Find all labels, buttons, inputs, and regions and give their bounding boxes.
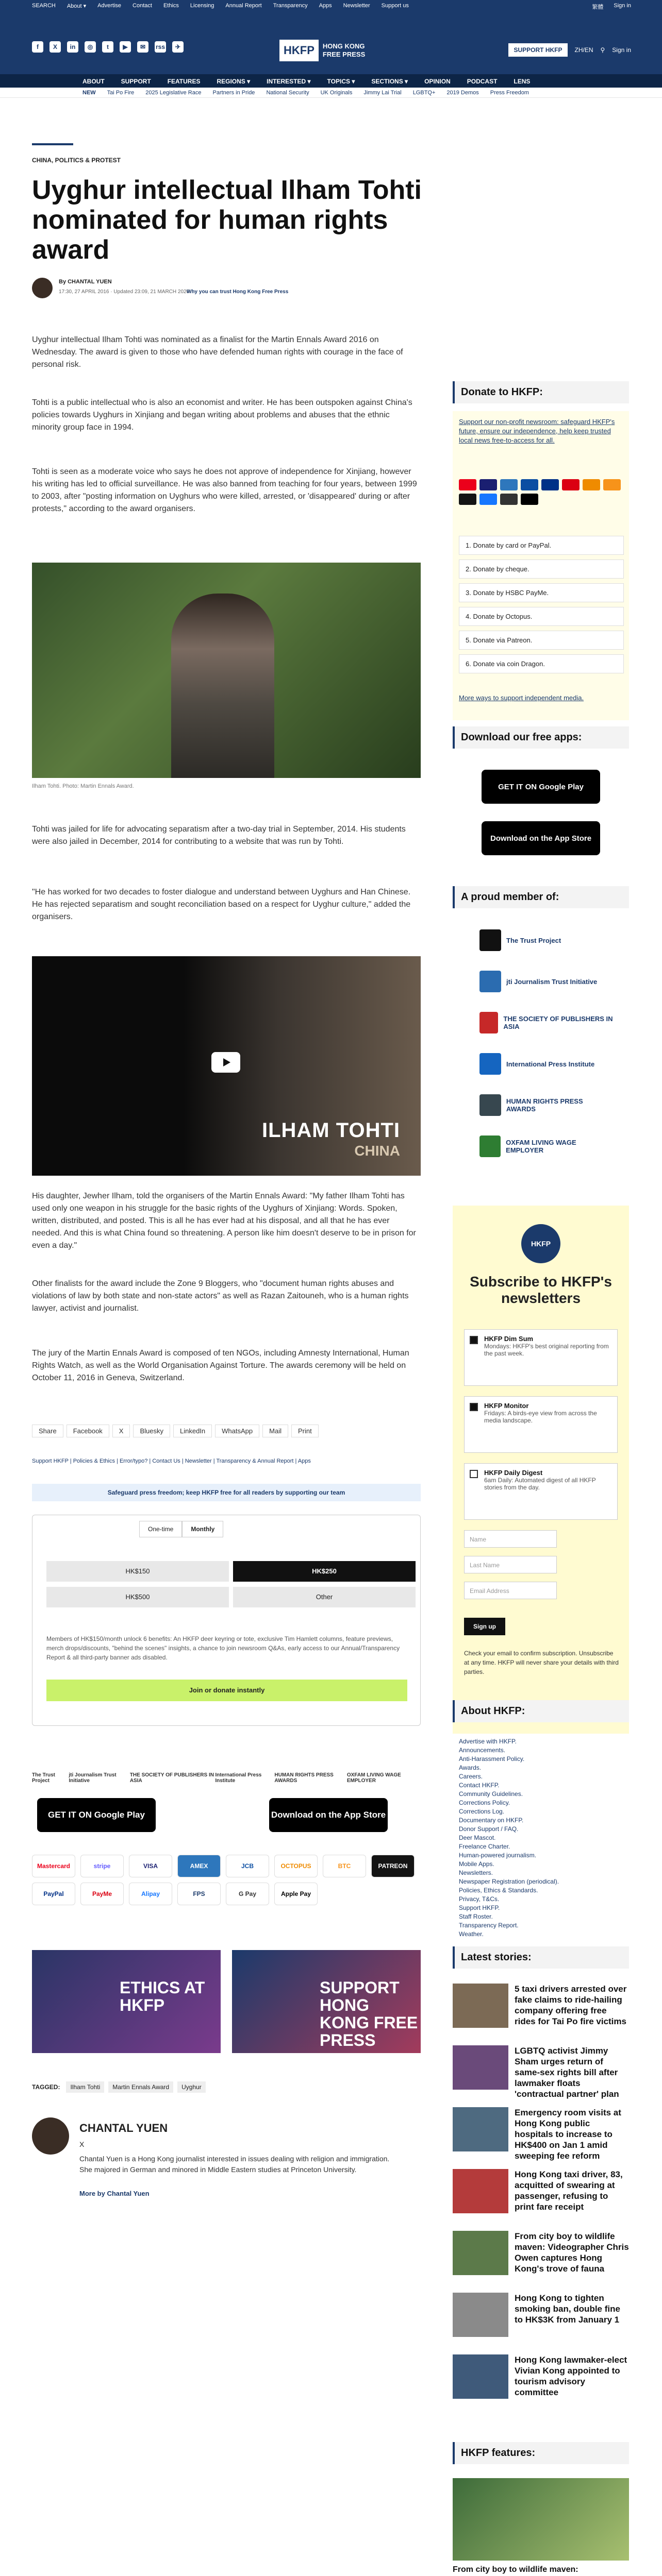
story-thumbnail[interactable] xyxy=(453,2169,508,2213)
instagram-icon[interactable]: ◎ xyxy=(85,41,96,53)
story-thumbnail[interactable] xyxy=(453,2045,508,2090)
newsletter-option[interactable] xyxy=(464,1463,618,1520)
google-play-badge[interactable]: GET IT ON Google Play xyxy=(482,770,600,804)
donate-option[interactable]: 6. Donate via coin Dragon. xyxy=(459,654,624,673)
ipi-logo[interactable]: International Press Institute xyxy=(215,1772,262,1784)
member-name: International Press Institute xyxy=(506,1060,595,1068)
hkfp-logo: HKFP xyxy=(521,1224,560,1263)
bitcoin-icon: BTC xyxy=(323,1855,366,1877)
about-link[interactable]: Support HKFP. xyxy=(459,1904,500,1911)
mastercard-icon: Mastercard xyxy=(32,1855,75,1877)
article-meta xyxy=(32,276,421,302)
video-title: ILHAM TOHTI xyxy=(261,1119,400,1142)
story-thumbnail[interactable] xyxy=(453,2293,508,2337)
utility-advertise[interactable]: Advertise xyxy=(97,3,122,9)
utility-about[interactable]: About ▾ xyxy=(67,3,87,9)
about-link[interactable]: Anti-Harassment Policy. xyxy=(459,1755,525,1762)
mail-icon[interactable]: ✉ xyxy=(137,41,148,53)
google-pay-icon: G Pay xyxy=(226,1883,269,1905)
octopus-icon: OCTOPUS xyxy=(274,1855,318,1877)
rss-icon[interactable]: rss xyxy=(155,41,166,53)
about-link[interactable]: Corrections Log. xyxy=(459,1808,505,1815)
paragraph: Tohti is seen as a moderate voice who says he does not approve of independence for Xinjiang, however his writing has led to official surveillance. He was also banned from teaching for four years, between 1999 to 2003, after "posting information on Uyghurs who were killed, arrested, or 'disappeared' during or after protests," according to the award organisers. xyxy=(32,467,417,513)
publish-date: 17:30, 27 APRIL 2016 · Updated 23:09, 21 MARCH 2020 xyxy=(59,289,190,295)
author-avatar[interactable] xyxy=(32,278,53,298)
mastercard-icon xyxy=(459,479,476,490)
logo-text: HONG KONG FREE PRESS xyxy=(322,42,366,58)
story-title[interactable]: LGBTQ activist Jimmy Sham urges return of same-sex rights bill after lawmaker floats 'contractual partner' plan xyxy=(515,2046,619,2099)
about-link[interactable]: Privacy, T&Cs. xyxy=(459,1895,500,1903)
newsletter-desc: 6am Daily: Automated digest of all HKFP stories from the day. xyxy=(484,1477,596,1491)
sopa-logo[interactable] xyxy=(479,1010,614,1036)
facebook-icon[interactable]: f xyxy=(32,41,43,53)
google-pay-icon xyxy=(500,494,518,505)
share-x[interactable]: X xyxy=(112,1425,130,1437)
support-hkfp-button[interactable]: SUPPORT HKFP xyxy=(508,43,567,57)
newsletter-option[interactable] xyxy=(464,1329,618,1386)
linkedin-icon[interactable]: in xyxy=(67,41,78,53)
ipi-logo[interactable] xyxy=(479,1051,614,1077)
about-link[interactable]: Staff Roster. xyxy=(459,1913,493,1920)
article-category[interactable]: CHINA, POLITICS & PROTEST xyxy=(32,157,121,164)
visa-icon xyxy=(479,479,497,490)
trending-item[interactable]: 2019 Demos xyxy=(446,90,479,96)
share-mail[interactable]: Mail xyxy=(262,1425,288,1437)
video-subtitle: CHINA xyxy=(354,1143,400,1159)
feature-title[interactable]: From city boy to wildlife maven: xyxy=(453,2565,578,2574)
checkbox[interactable] xyxy=(470,1470,478,1478)
ipi-mark xyxy=(479,1053,501,1075)
amount-option-other[interactable]: Other xyxy=(233,1587,416,1607)
author-bio: Chantal Yuen is a Hong Kong journalist interested in issues dealing with religion and immigration. She majored in German and minored in Middle Eastern studies at Princeton University. xyxy=(79,2155,390,2174)
author-box xyxy=(32,2117,421,2231)
utility-apps[interactable]: Apps xyxy=(319,3,332,9)
donate-option[interactable]: 2. Donate by cheque. xyxy=(459,560,624,579)
tag-list xyxy=(32,2081,206,2093)
donate-option[interactable]: 5. Donate via Patreon. xyxy=(459,631,624,650)
x-icon[interactable]: X xyxy=(49,41,61,53)
paragraph: Uyghur intellectual Ilham Tohti was nominated as a finalist for the Martin Ennals Award 2016 on Wednesday. The award is given to those who have defended human rights with courage in the face of personal risk. xyxy=(32,335,403,369)
last-name-input[interactable]: Last Name xyxy=(464,1556,557,1573)
article-title: Uyghur intellectual Ilham Tohti nominated for human rights award xyxy=(32,175,422,265)
story-title[interactable]: Emergency room visits at Hong Kong public hospitals to increase to HK$400 on Jan 1 amid sweeping fee reform xyxy=(515,2108,621,2161)
utility-annual-report[interactable]: Annual Report xyxy=(225,3,262,9)
hrpa-logo[interactable] xyxy=(479,1092,614,1118)
jti-logo[interactable]: jti Journalism Trust Initiative xyxy=(69,1772,117,1784)
promo-text: ETHICS AT HKFP xyxy=(120,1978,205,2014)
newsletter-name: HKFP Daily Digest xyxy=(484,1469,543,1477)
about-link[interactable]: Human-powered journalism. xyxy=(459,1852,537,1859)
app-store-badge[interactable]: Download on the App Store xyxy=(269,1798,388,1832)
embedded-video[interactable] xyxy=(32,956,421,1176)
frequency-one-time[interactable]: One-time xyxy=(139,1521,182,1537)
more-by-author-link[interactable]: More by Chantal Yuen xyxy=(79,2190,150,2197)
donate-option[interactable]: 1. Donate by card or PayPal. xyxy=(459,536,624,555)
ethics-promo[interactable] xyxy=(32,1950,221,2053)
paragraph: Other finalists for the award include the Zone 9 Bloggers, who "document human rights abuses and violations of law by both state and non-state actors" as well as Razan Zaitouneh, who is a human rights lawyer, activist and journalist. xyxy=(32,1279,409,1313)
trending-item[interactable]: Jimmy Lai Trial xyxy=(363,90,402,96)
story-thumbnail[interactable] xyxy=(453,2231,508,2275)
latest-story[interactable] xyxy=(453,2169,629,2226)
member-name: OXFAM LIVING WAGE EMPLOYER xyxy=(506,1139,576,1154)
trending-nav xyxy=(0,88,662,98)
byline[interactable]: By CHANTAL YUEN xyxy=(59,279,112,285)
author-name[interactable]: CHANTAL YUEN xyxy=(79,2122,168,2134)
utility-contact[interactable]: Contact xyxy=(133,3,152,9)
newsletter-desc: Fridays: A birds-eye view from across the media landscape. xyxy=(484,1410,597,1424)
about-link[interactable]: Mobile Apps. xyxy=(459,1860,494,1868)
nav-opinion[interactable]: OPINION xyxy=(424,78,451,85)
oxfam-logo[interactable]: OXFAM LIVING WAGE EMPLOYER xyxy=(346,1772,401,1784)
utility-bar xyxy=(0,0,662,11)
latest-story[interactable] xyxy=(453,1984,629,2040)
support-promo[interactable] xyxy=(232,1950,421,2053)
utility-ethics[interactable]: Ethics xyxy=(163,3,179,9)
payme-icon xyxy=(562,479,580,490)
nav-podcast[interactable]: PODCAST xyxy=(467,78,498,85)
article-photo xyxy=(32,563,421,778)
about-link[interactable]: Weather. xyxy=(459,1930,484,1938)
donate-intro[interactable]: Support our non-profit newsroom: safeguard HKFP's future, ensure our independence, help keep trusted local news free-to-access for all. xyxy=(459,418,615,444)
fps-icon: FPS xyxy=(177,1883,221,1905)
about-link[interactable]: Newspaper Registration (periodical). xyxy=(459,1878,559,1885)
paragraph: "He has worked for two decades to foster dialogue and understand between Uyghurs and Han Chinese. He has rejected separatism and sought reconciliation based on a respect for Uyghur culture," added the organisers. xyxy=(32,888,411,921)
more-ways-link[interactable]: More ways to support independent media. xyxy=(459,694,584,702)
paragraph: The jury of the Martin Ennals Award is composed of ten NGOs, including Amnesty International, Human Rights Watch, as well as the World Organisation Against Torture. The awards ceremony will be held on October 11, 2016 in Geneva, Switzerland. xyxy=(32,1349,409,1382)
newsletter-option[interactable] xyxy=(464,1396,618,1453)
alipay-icon: Alipay xyxy=(129,1883,172,1905)
about-list xyxy=(459,1737,624,1939)
about-link[interactable]: Deer Mascot. xyxy=(459,1834,496,1841)
jti-mark xyxy=(479,971,501,992)
about-link[interactable]: Corrections Policy. xyxy=(459,1799,510,1806)
oxfam-logo[interactable] xyxy=(479,1133,614,1159)
amount-option-selected[interactable]: HK$250 xyxy=(233,1561,416,1582)
hrpa-logo[interactable]: HUMAN RIGHTS PRESS AWARDS xyxy=(274,1772,334,1784)
story-title[interactable]: Hong Kong to tighten smoking ban, double fine to HK$3K from January 1 xyxy=(515,2293,620,2325)
share-label: Share xyxy=(32,1425,63,1437)
sopa-mark xyxy=(479,1012,498,1033)
paypal-icon xyxy=(541,479,559,490)
about-link[interactable]: Policies, Ethics & Standards. xyxy=(459,1887,538,1894)
latest-story[interactable] xyxy=(453,2107,629,2164)
hrpa-mark xyxy=(479,1094,501,1116)
paragraph: Tohti is a public intellectual who is also an economist and writer. He has been outspoken against China's policies towards Uyghurs in Xinjiang and began writing about problems and abuses that the ethnic minority group face in 1994. xyxy=(32,398,412,432)
utility-licensing[interactable]: Licensing xyxy=(190,3,214,9)
youtube-icon[interactable]: ▶ xyxy=(120,41,131,53)
latest-story[interactable] xyxy=(453,2045,629,2102)
nav-about[interactable]: ABOUT xyxy=(82,78,105,85)
latest-heading: Latest stories: xyxy=(453,1946,629,1969)
safeguard-banner[interactable]: Safeguard press freedom; keep HKFP free for all readers by supporting our team xyxy=(32,1484,421,1501)
feature-image[interactable] xyxy=(453,2478,629,2561)
features-heading: HKFP features: xyxy=(453,2442,629,2464)
trust-project-logo[interactable]: The Trust Project xyxy=(32,1772,56,1784)
language-toggle[interactable]: ZH/EN xyxy=(574,46,593,54)
author-avatar[interactable] xyxy=(32,2117,69,2155)
amex-icon xyxy=(500,479,518,490)
app-store-badge[interactable]: Download on the App Store xyxy=(482,821,600,855)
story-thumbnail[interactable] xyxy=(453,1984,508,2028)
logo-mark: HKFP xyxy=(279,40,319,61)
apps-heading: Download our free apps: xyxy=(453,726,629,749)
app-store-badges xyxy=(32,1798,421,1834)
about-link[interactable]: Advertise with HKFP. xyxy=(459,1738,517,1745)
tag[interactable]: Martin Ennals Award xyxy=(108,2081,173,2093)
newsletter-title: Subscribe to HKFP's newsletters xyxy=(470,1274,612,1306)
about-link[interactable]: Transparency Report. xyxy=(459,1922,519,1929)
about-link[interactable]: Newsletters. xyxy=(459,1869,493,1876)
utility-search[interactable]: SEARCH xyxy=(32,3,56,9)
nav-features[interactable]: FEATURES xyxy=(167,78,201,85)
utility-signin[interactable]: Sign in xyxy=(614,3,631,9)
trust-project-logo[interactable] xyxy=(479,927,614,953)
jti-logo[interactable] xyxy=(479,969,614,994)
member-name: jti Journalism Trust Initiative xyxy=(506,977,598,986)
join-donate-button[interactable]: Join or donate instantly xyxy=(46,1680,407,1701)
jcb-icon: JCB xyxy=(226,1855,269,1877)
amount-option[interactable]: HK$150 xyxy=(46,1561,229,1582)
paragraph: His daughter, Jewher Ilham, told the organisers of the Martin Ennals Award: "My father Ilham Tohti has used only one weapon in his struggle for the basic rights of the Uyghurs of Xinjiang: Words. Spoken, written, distributed, and posted. This is all he has ever had at his disposal, and all that he has ever needed. And this is what China found so threatening. A person like him doesn't deserve to be in prison for even a day." xyxy=(32,1192,416,1250)
utility-newsletter[interactable]: Newsletter xyxy=(343,3,370,9)
payme-icon: PayMe xyxy=(80,1883,124,1905)
story-title[interactable]: Hong Kong taxi driver, 83, acquitted of swearing at passenger, refusing to print fare receipt xyxy=(515,2170,623,2212)
patreon-icon xyxy=(459,494,476,505)
telegram-icon[interactable]: ✈ xyxy=(172,41,184,53)
threads-icon[interactable]: t xyxy=(102,41,113,53)
visa-icon: VISA xyxy=(129,1855,172,1877)
tag[interactable]: Uyghur xyxy=(177,2081,206,2093)
photo-caption: Ilham Tohti. Photo: Martin Ennals Award. xyxy=(32,783,134,789)
about-link[interactable]: Careers. xyxy=(459,1773,483,1780)
amount-option[interactable]: HK$500 xyxy=(46,1587,229,1607)
google-play-badge[interactable]: GET IT ON Google Play xyxy=(37,1798,156,1832)
apple-pay-icon: Apple Pay xyxy=(274,1883,318,1905)
tagged-label: TAGGED: xyxy=(32,2083,60,2091)
stripe-icon: stripe xyxy=(80,1855,124,1877)
share-whatsapp[interactable]: WhatsApp xyxy=(215,1425,259,1437)
checkbox-checked[interactable] xyxy=(470,1403,478,1411)
frequency-monthly[interactable]: Monthly xyxy=(182,1521,223,1537)
donate-option[interactable]: 3. Donate by HSBC PayMe. xyxy=(459,583,624,602)
alipay-icon xyxy=(479,494,497,505)
sopa-logo[interactable]: THE SOCIETY OF PUBLISHERS IN ASIA xyxy=(129,1772,214,1784)
amex-icon: AMEX xyxy=(177,1855,221,1877)
patreon-icon: PATREON xyxy=(371,1855,415,1877)
story-title[interactable]: From city boy to wildlife maven: Videographer Chris Owen captures Hong Kong's trove of fauna xyxy=(515,2231,629,2274)
utility-support[interactable]: Support us xyxy=(381,3,409,9)
paypal-icon: PayPal xyxy=(32,1883,75,1905)
utility-language[interactable]: 繁體 xyxy=(592,4,604,10)
latest-story[interactable] xyxy=(453,2354,629,2411)
paragraph: Tohti was jailed for life for advocating separatism after a two-day trial in September, 2014. His students were also jailed in December, 2014 for contributing to a website that was run by Tohti. xyxy=(32,825,406,846)
signup-button[interactable]: Sign up xyxy=(464,1618,505,1635)
x-icon[interactable]: X xyxy=(79,2140,85,2148)
newsletter-name: HKFP Monitor xyxy=(484,1402,529,1410)
trending-item[interactable]: Press Freedom xyxy=(490,90,529,96)
trending-item[interactable]: Tai Po Fire xyxy=(107,90,135,96)
first-name-input[interactable]: Name xyxy=(464,1530,557,1548)
main-nav xyxy=(0,74,662,88)
about-link[interactable]: Contact HKFP. xyxy=(459,1782,500,1789)
nav-regions[interactable]: REGIONS ▾ xyxy=(217,78,251,85)
trending-item[interactable]: Partners in Pride xyxy=(212,90,255,96)
nav-topics[interactable]: TOPICS ▾ xyxy=(327,78,355,85)
portrait-figure xyxy=(171,594,274,778)
support-links[interactable]: Support HKFP | Policies & Ethics | Error/typo? | Contact Us | Newsletter | Transparency & Annual Report | Apps xyxy=(32,1458,311,1464)
email-input[interactable]: Email Address xyxy=(464,1582,557,1599)
partner-logos xyxy=(32,1772,421,1784)
play-icon[interactable] xyxy=(211,1052,240,1073)
trending-item[interactable]: UK Originals xyxy=(320,90,353,96)
share-print[interactable]: Print xyxy=(291,1425,319,1437)
latest-story[interactable] xyxy=(453,2231,629,2287)
share-bar xyxy=(32,1425,322,1437)
donate-option[interactable]: 4. Donate by Octopus. xyxy=(459,607,624,626)
search-icon[interactable]: ⚲ xyxy=(600,46,605,54)
donate-payment-icons xyxy=(459,479,624,505)
new-badge: NEW xyxy=(82,90,96,96)
trending-item[interactable]: LGBTQ+ xyxy=(412,90,436,96)
newsletter-name: HKFP Dim Sum xyxy=(484,1335,534,1343)
promo-text: SUPPORT HONG KONG FREE PRESS xyxy=(320,1978,418,2049)
trust-project-mark xyxy=(479,929,501,951)
story-thumbnail[interactable] xyxy=(453,2107,508,2151)
newsletter-desc: Mondays: HKFP's best original reporting from the past week. xyxy=(484,1343,609,1357)
apple-pay-icon xyxy=(521,494,538,505)
nav-sections[interactable]: SECTIONS ▾ xyxy=(371,78,408,85)
jcb-icon xyxy=(521,479,538,490)
trust-link[interactable]: Why you can trust Hong Kong Free Press xyxy=(187,289,289,295)
about-link[interactable]: Freelance Charter. xyxy=(459,1843,510,1850)
site-logo[interactable] xyxy=(279,38,383,63)
about-link[interactable]: Documentary on HKFP. xyxy=(459,1817,524,1824)
nav-lens[interactable]: LENS xyxy=(514,78,531,85)
nav-support[interactable]: SUPPORT xyxy=(121,78,151,85)
newsletter-notice: Check your email to confirm subscription. Unsubscribe at any time. HKFP will never share your details with third parties. xyxy=(464,1650,619,1675)
oxfam-mark xyxy=(479,1136,501,1157)
story-title[interactable]: Hong Kong lawmaker-elect Vivian Kong appointed to tourism advisory committee xyxy=(515,2355,627,2397)
about-heading: About HKFP: xyxy=(453,1700,629,1722)
about-link[interactable]: Donor Support / FAQ. xyxy=(459,1825,519,1833)
donate-heading: Donate to HKFP: xyxy=(453,381,629,403)
bitcoin-icon xyxy=(603,479,621,490)
trending-item[interactable]: 2025 Legislative Race xyxy=(145,90,202,96)
trending-item[interactable]: National Security xyxy=(266,90,309,96)
share-facebook[interactable]: Facebook xyxy=(67,1425,109,1437)
member-heading: A proud member of: xyxy=(453,886,629,908)
social-links xyxy=(32,41,184,53)
title-rule xyxy=(32,143,73,145)
member-name: HUMAN RIGHTS PRESS AWARDS xyxy=(506,1097,583,1113)
share-linkedin[interactable]: LinkedIn xyxy=(173,1425,212,1437)
member-name: The Trust Project xyxy=(506,936,561,944)
utility-transparency[interactable]: Transparency xyxy=(273,3,308,9)
share-bluesky[interactable]: Bluesky xyxy=(133,1425,170,1437)
payment-methods xyxy=(32,1855,421,1905)
story-thumbnail[interactable] xyxy=(453,2354,508,2399)
about-link[interactable]: Community Guidelines. xyxy=(459,1790,523,1798)
donation-frequency xyxy=(139,1521,223,1537)
membership-benefits: Members of HK$150/month unlock 6 benefits: An HKFP deer keyring or tote, exclusive Tim Hamlett columns, feature previews, merch drops/discounts, "behind the scenes" insights, a chance to join newsroom Q&As, early access to our Annual/Transparency Report & all third-party banner ads disabled. xyxy=(46,1635,400,1661)
tag[interactable]: Ilham Tohti xyxy=(66,2081,104,2093)
about-link[interactable]: Awards. xyxy=(459,1764,482,1771)
feature-story[interactable] xyxy=(453,2478,629,2576)
story-title[interactable]: 5 taxi drivers arrested over fake claims to ride-hailing company offering free rides for Tai Po fire victims xyxy=(515,1984,627,2026)
site-header xyxy=(0,11,662,74)
member-name: THE SOCIETY OF PUBLISHERS IN ASIA xyxy=(503,1015,613,1030)
sign-in-link[interactable]: Sign in xyxy=(612,46,631,54)
latest-story[interactable] xyxy=(453,2293,629,2349)
octopus-icon xyxy=(583,479,600,490)
about-link[interactable]: Announcements. xyxy=(459,1747,506,1754)
checkbox-checked[interactable] xyxy=(470,1336,478,1344)
nav-interested[interactable]: INTERESTED ▾ xyxy=(267,78,311,85)
